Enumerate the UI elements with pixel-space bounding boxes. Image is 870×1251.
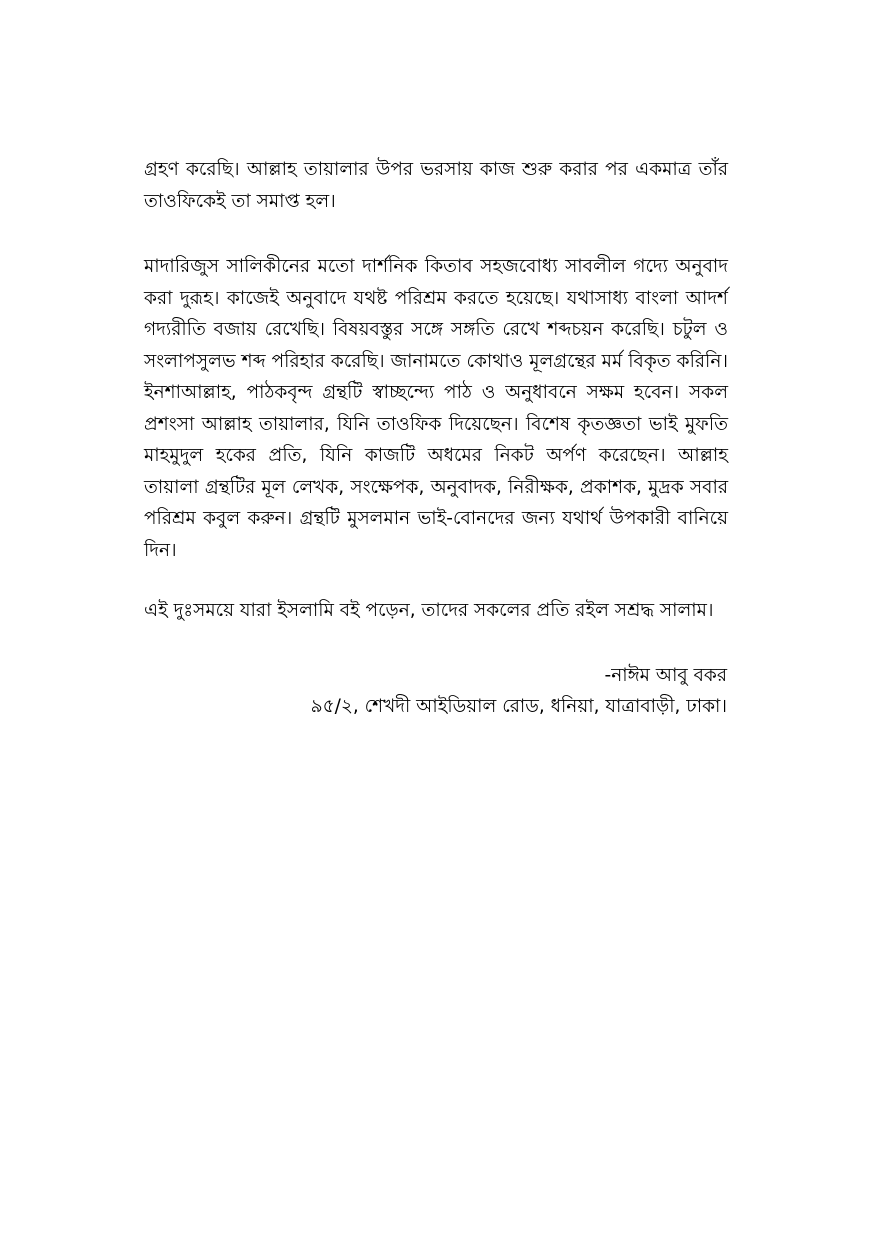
paragraph-intro: গ্রহণ করেছি। আল্লাহ তায়ালার উপর ভরসায় কাজ শুরু করার পর একমাত্র তাঁর তাওফিকেই তা সমাপ্ত হল।	[144, 159, 728, 212]
paragraph-translation-note: মাদারিজুস সালিকীনের মতো দার্শনিক কিতাব সহজবোধ্য সাবলীল গদ্যে অনুবাদ করা দুরূহ। কাজেই অনুবাদে যথষ্ট পরিশ্রম করতে হয়েছে। যথাসাধ্য বাংলা আদর্শ গদ্যরীতি বজায় রেখেছি। বিষয়বস্তুর সঙ্গে সঙ্গতি রেখে শব্দচয়ন করেছি। চটুল ও সংলাপসুলভ শব্দ পরিহার করেছি। জানামতে কোথাও মূলগ্রন্থের মর্ম বিকৃত করিনি। ইনশাআল্লাহ, পাঠকবৃন্দ গ্রন্থটি স্বাচ্ছন্দ্যে পাঠ ও অনুধাবনে সক্ষম হবেন। সকল প্রশংসা আল্লাহ তায়ালার, যিনি তাওফিক দিয়েছেন। বিশেষ কৃতজ্ঞতা ভাই মুফতি মাহমুদুল হকের প্রতি, যিনি কাজটি অধমের নিকট অর্পণ করেছেন। আল্লাহ তায়ালা গ্রন্থটির মূল লেখক, সংক্ষেপক, অনুবাদক, নিরীক্ষক, প্রকাশক, মুদ্রক সবার পরিশ্রম কবুল করুন। গ্রন্থটি মুসলমান ভাই-বোনদের জন্য যথার্থ উপকারী বানিয়ে দিন।	[144, 256, 728, 561]
author-signature: -নাঈম আবু বকর	[604, 665, 727, 686]
author-address: ৯৫/২, শেখদী আইডিয়াল রোড, ধনিয়া, যাত্রাবাড়ী, ঢাকা।	[310, 696, 727, 717]
paragraph-greeting: এই দুঃসময়ে যারা ইসলামি বই পড়েন, তাদের সকলের প্রতি রইল সশ্রদ্ধ সালাম।	[144, 600, 714, 621]
